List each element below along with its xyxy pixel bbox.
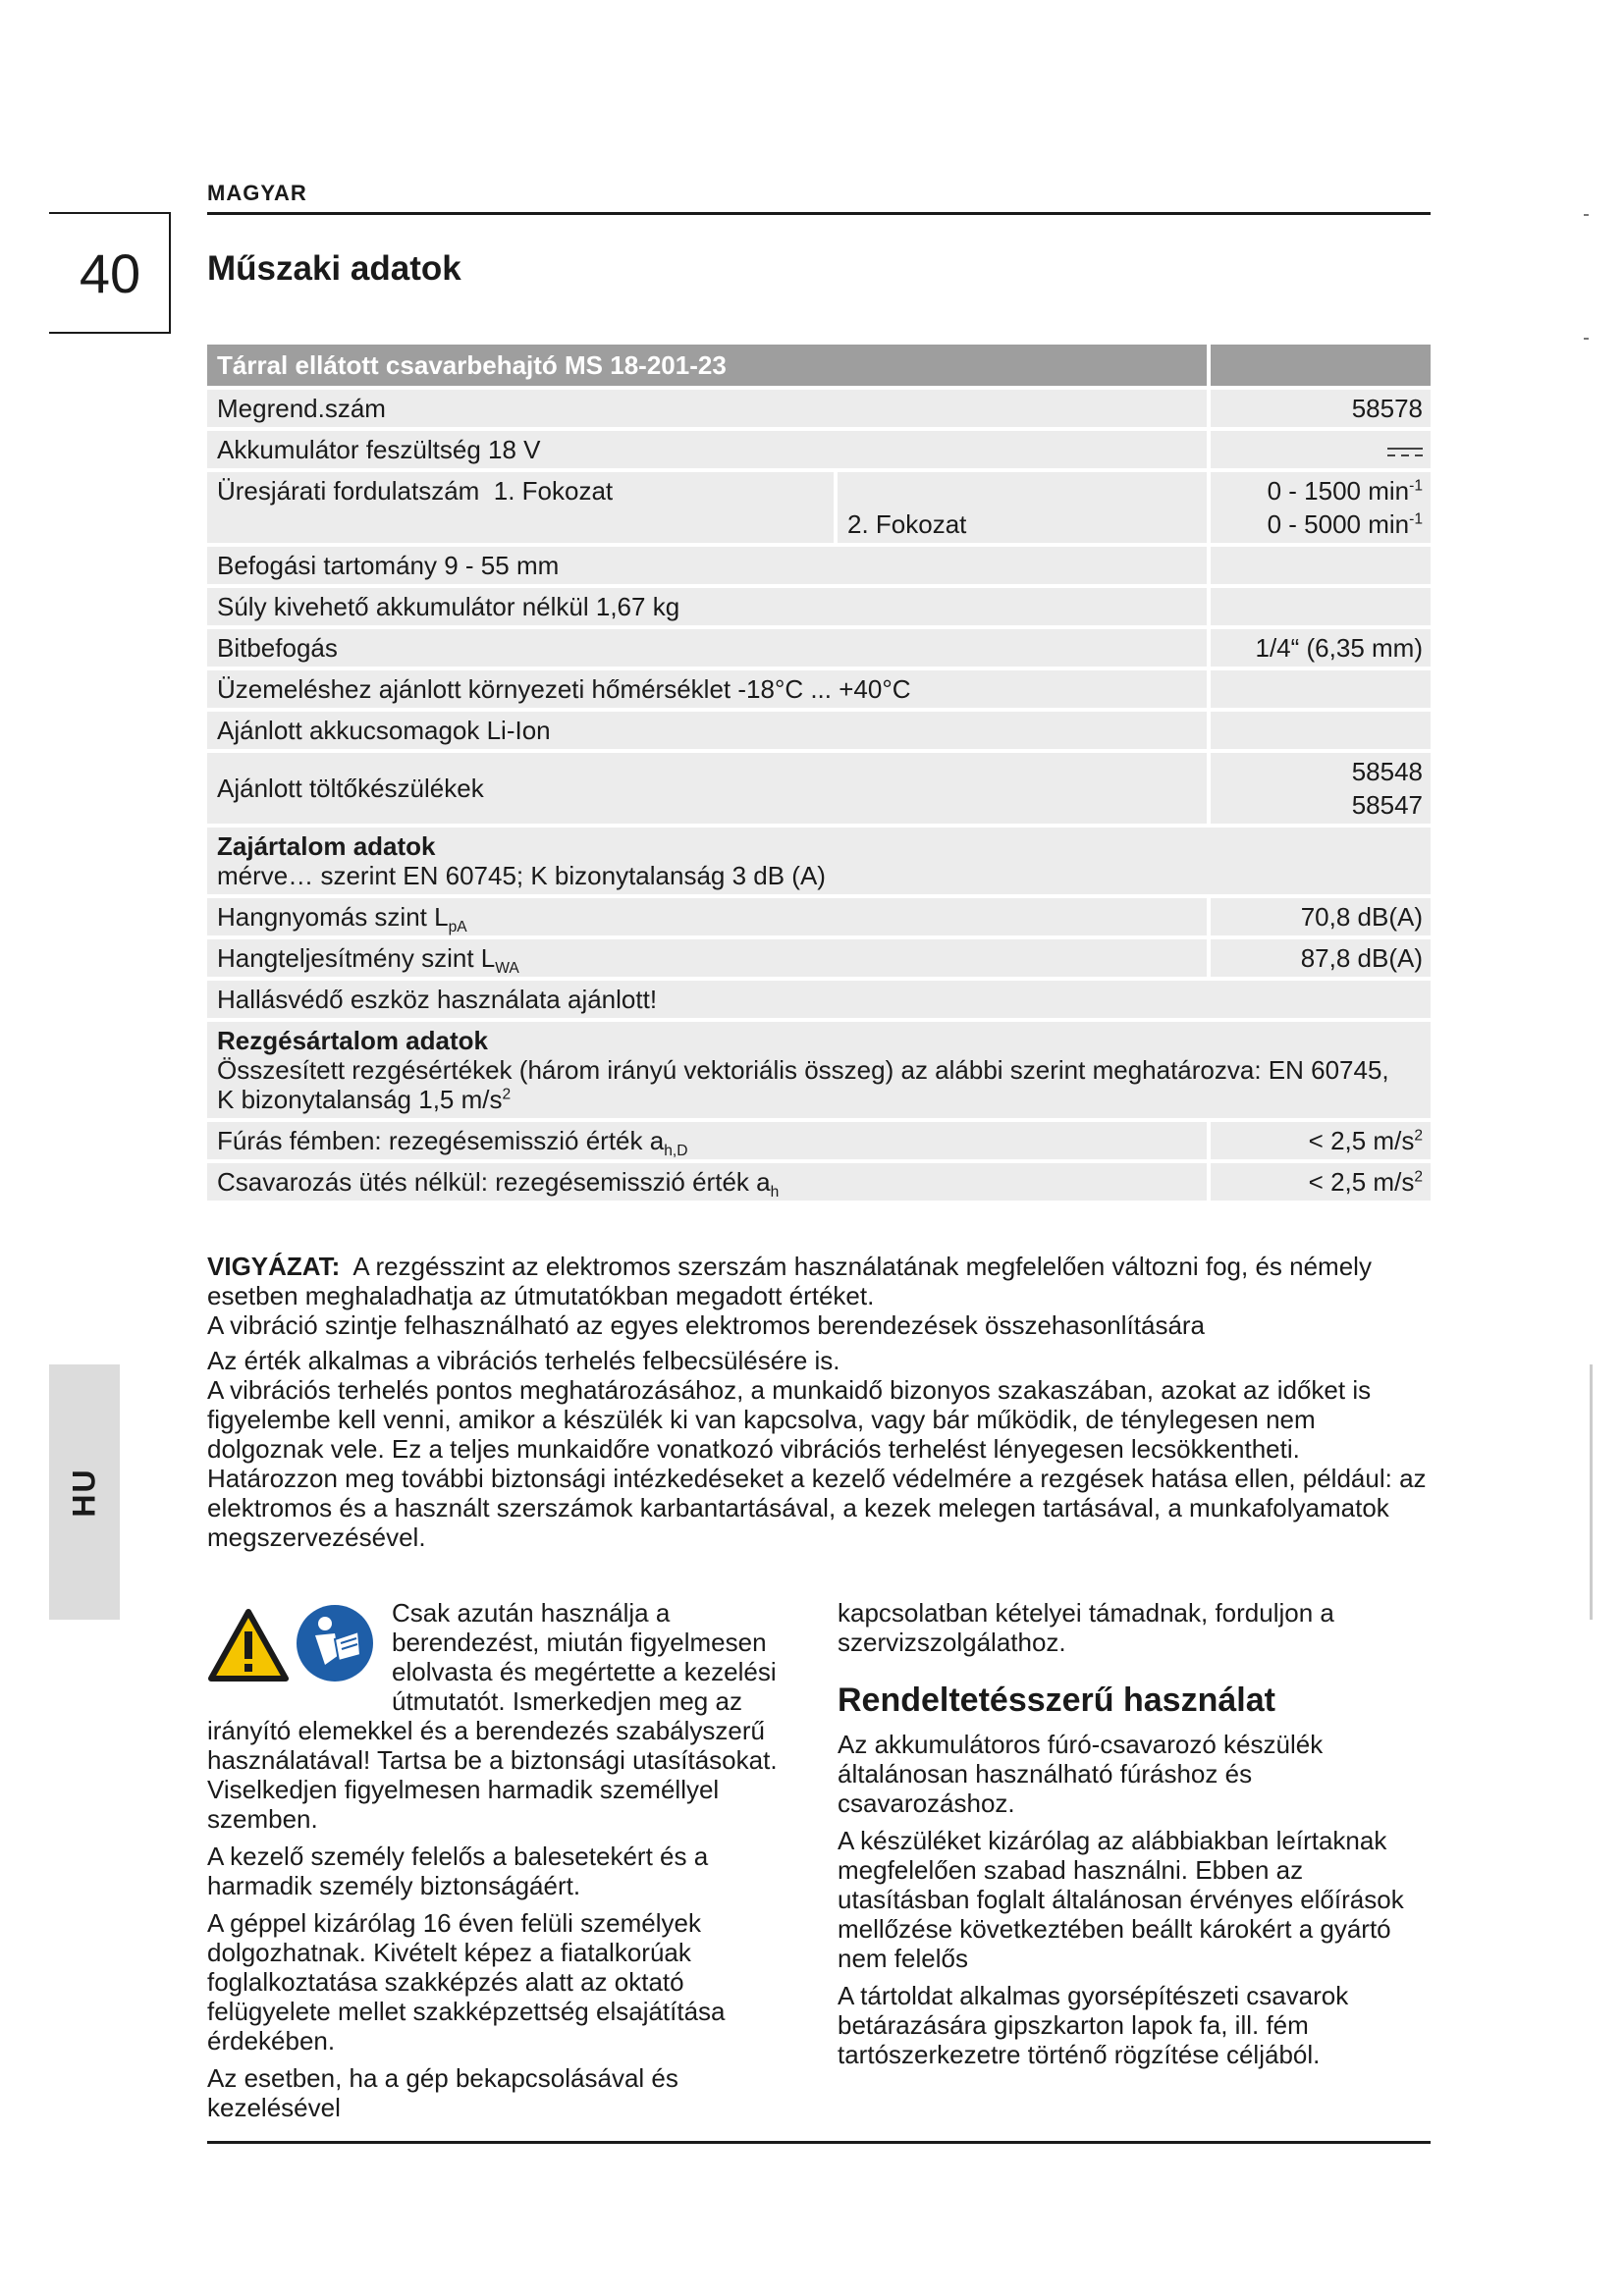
table-row <box>207 828 1431 898</box>
drill-value: < 2,5 m/s <box>1308 1126 1415 1155</box>
weight-label: Súly kivehető akkumulátor nélkül 1,67 kg <box>207 588 1211 629</box>
warning-label: VIGYÁZAT: <box>207 1252 341 1281</box>
page-number: 40 <box>79 242 141 304</box>
table-row <box>207 1163 1431 1204</box>
table-row <box>207 981 1431 1022</box>
speed-values <box>1211 472 1431 547</box>
right-para-4: A tártoldat alkalmas gyorsépítészeti csavarok betárazására gipszkarton lapok fa, ill. fém tartószerkezetre történő rögzítése céljából. <box>838 1981 1349 2069</box>
table-row <box>207 588 1431 629</box>
vibration-desc-sq: 2 <box>502 1086 512 1103</box>
table-row <box>207 1022 1431 1122</box>
warning-text-4: A vibrációs terhelés pontos meghatározásához, a munkaidő bizonyos szakaszában, azokat az időket is figyelembe kell venni, amikor a készülék ki van kapcsolva, vagy bár működik, de ténylegesen nem dolgoznak vele. Ez a teljes munkaidőre vonatkozó vibrációs terhelést lényegesen lecsökkentheti. <box>207 1375 1372 1464</box>
speed-label: Üresjárati fordulatszám <box>217 476 480 506</box>
dc-symbol-cell <box>1211 431 1431 472</box>
header-rule <box>207 212 1431 215</box>
power-label: Hangteljesítmény szint L <box>217 943 496 973</box>
table-row <box>207 939 1431 981</box>
pressure-sub: pA <box>448 919 467 936</box>
language-label: MAGYAR <box>207 181 307 205</box>
screw-value-sq: 2 <box>1414 1168 1423 1186</box>
drill-value-sq: 2 <box>1414 1127 1423 1145</box>
temp-label: Üzemeléshez ajánlott környezeti hőmérséklet -18°C ... +40°C <box>207 670 1211 712</box>
charger-2: 58547 <box>1351 790 1423 820</box>
chargers-values <box>1211 753 1431 828</box>
power-value: 87,8 dB(A) <box>1211 939 1431 981</box>
speed-value-2: 0 - 5000 min <box>1267 509 1410 539</box>
charger-1: 58548 <box>1351 757 1423 786</box>
warning-block <box>207 1252 1431 1552</box>
crop-mark <box>1584 214 1589 216</box>
screw-value-cell <box>1211 1163 1431 1204</box>
clamp-label: Befogási tartomány 9 - 55 mm <box>207 547 1211 588</box>
crop-mark <box>1584 338 1589 340</box>
safety-icons <box>207 1598 382 1688</box>
speed-gear2: 2. Fokozat <box>847 509 967 539</box>
table-row <box>207 547 1431 588</box>
power-sub: WA <box>495 960 519 978</box>
packs-label: Ajánlott akkucsomagok Li-Ion <box>207 712 1211 753</box>
side-tab-text: HU <box>66 1467 102 1518</box>
table-row <box>207 390 1431 431</box>
vibration-title: Rezgésártalom adatok <box>217 1026 488 1055</box>
screw-label-cell <box>207 1163 1211 1204</box>
intro-text: Csak azután használja a berendezést, miután figyelmesen elolvasta és megértette a kezelési útmutatót. Ismerkedjen meg az irányító elemekkel és a berendezés szabályszerű használatával! Tartsa be a biztonsági utasításokat. Viselkedjen figyelmesen harmadik személlyel szemben. <box>207 1598 778 1834</box>
screw-label: Csavarozás ütés nélkül: rezegésemisszió érték a <box>217 1167 771 1197</box>
pressure-label-cell <box>207 898 1211 939</box>
noise-title: Zajártalom adatok <box>217 831 436 861</box>
battery-label: Akkumulátor feszültség 18 V <box>207 431 1211 472</box>
drill-label: Fúrás fémben: rezegésemisszió érték a <box>217 1126 665 1155</box>
table-row <box>207 1122 1431 1163</box>
empty-cell <box>1211 670 1431 712</box>
vibration-desc-1: Összesített rezgésértékek (három irányú vektoriális összeg) az alábbi szerint meghatározva: EN 60745, <box>217 1055 1389 1085</box>
read-manual-icon <box>296 1604 374 1682</box>
footer-rule <box>207 2141 1431 2144</box>
table-row <box>207 431 1431 472</box>
warning-text-3: Az érték alkalmas a vibrációs terhelés felbecsülésére is. <box>207 1346 840 1375</box>
drill-value-cell <box>1211 1122 1431 1163</box>
table-row <box>207 629 1431 670</box>
noise-desc: mérve… szerint EN 60745; K bizonytalanság 3 dB (A) <box>217 861 826 890</box>
power-label-cell <box>207 939 1211 981</box>
speed-value-1: 0 - 1500 min <box>1267 476 1410 506</box>
warning-triangle-icon <box>207 1608 290 1682</box>
pressure-value: 70,8 dB(A) <box>1211 898 1431 939</box>
spec-table-header <box>207 345 1431 390</box>
drill-label-cell <box>207 1122 1211 1163</box>
warning-text-5: Határozzon meg további biztonsági intézkedéseket a kezelő védelmére a rezgések hatása ellen, például: az elektromos és a használt szerszámok karbantartásával, a kezek melegen tartásával, a munkafolyamatok megszervezésével. <box>207 1464 1427 1552</box>
spec-table <box>207 345 1431 1204</box>
chargers-label: Ajánlott töltőkészülékek <box>207 753 1211 828</box>
warning-text-2: A vibráció szintje felhasználható az egyes elektromos berendezések összehasonlítására <box>207 1310 1206 1340</box>
hearing-note: Hallásvédő eszköz használata ajánlott! <box>207 981 1431 1022</box>
table-row <box>207 898 1431 939</box>
spec-header-title: Tárral ellátott csavarbehajtó MS 18-201-23 <box>207 345 1211 390</box>
screw-value: < 2,5 m/s <box>1308 1167 1415 1197</box>
pressure-label: Hangnyomás szint L <box>217 902 449 932</box>
speed-label-cell <box>207 472 838 547</box>
vibration-desc-2: K bizonytalanság 1,5 m/s <box>217 1085 503 1114</box>
warning-text-1: A rezgésszint az elektromos szerszám használatának megfelelően változni fog, és némely esetben meghaladhatja az útmutatókban megadott értéket. <box>207 1252 1372 1310</box>
drill-sub: h,D <box>664 1143 688 1160</box>
bit-label: Bitbefogás <box>207 629 1211 670</box>
empty-cell <box>1211 712 1431 753</box>
noise-section <box>207 828 1431 898</box>
language-side-tab-label <box>49 1364 120 1620</box>
screw-sub: h <box>770 1184 780 1201</box>
order-value: 58578 <box>1211 390 1431 431</box>
left-para-3: A géppel kizárólag 16 éven felüli személyek dolgozhatnak. Kivételt képez a fiatalkorúak foglalkoztatása szakképzés alatt az oktató felügyelete mellet szakképzettség elsajátítása érdekében. <box>207 1908 726 2056</box>
right-margin-bar <box>1590 1364 1593 1620</box>
spec-header-empty <box>1211 345 1431 390</box>
page-title: Műszaki adatok <box>207 249 461 288</box>
left-para-4: Az esetben, ha a gép bekapcsolásával és kezelésével <box>207 2063 678 2122</box>
speed-gear1: 1. Fokozat <box>493 476 614 506</box>
right-para-3: A készüléket kizárólag az alábbiakban leírtaknak megfelelően szabad használni. Ebben az utasításban foglalt általánosan érvényes előírások mellőzése következtében beállt károkért a gyártó nem felelős <box>838 1826 1404 1973</box>
order-label: Megrend.szám <box>207 390 1211 431</box>
table-row <box>207 753 1431 828</box>
intended-use-heading: Rendeltetésszerű használat <box>838 1682 1275 1719</box>
table-row <box>207 670 1431 712</box>
speed-gear2-cell <box>838 472 1211 547</box>
right-column <box>838 1598 1431 2077</box>
table-row <box>207 472 1431 547</box>
dc-current-icon <box>1387 445 1423 458</box>
left-column <box>207 1598 796 2130</box>
table-row <box>207 712 1431 753</box>
bit-value: 1/4“ (6,35 mm) <box>1211 629 1431 670</box>
speed-unit-exp-2: -1 <box>1409 510 1423 528</box>
empty-cell <box>1211 547 1431 588</box>
right-para-2: Az akkumulátoros fúró-csavarozó készülék általánosan használható fúráshoz és csavarozáshoz. <box>838 1730 1324 1818</box>
speed-unit-exp-1: -1 <box>1409 477 1423 495</box>
empty-cell <box>1211 588 1431 629</box>
vibration-section <box>207 1022 1431 1122</box>
left-para-2: A kezelő személy felelős a balesetekért és a harmadik személy biztonságáért. <box>207 1842 709 1900</box>
right-para-1: kapcsolatban kételyei támadnak, forduljon a szervizszolgálathoz. <box>838 1598 1334 1657</box>
